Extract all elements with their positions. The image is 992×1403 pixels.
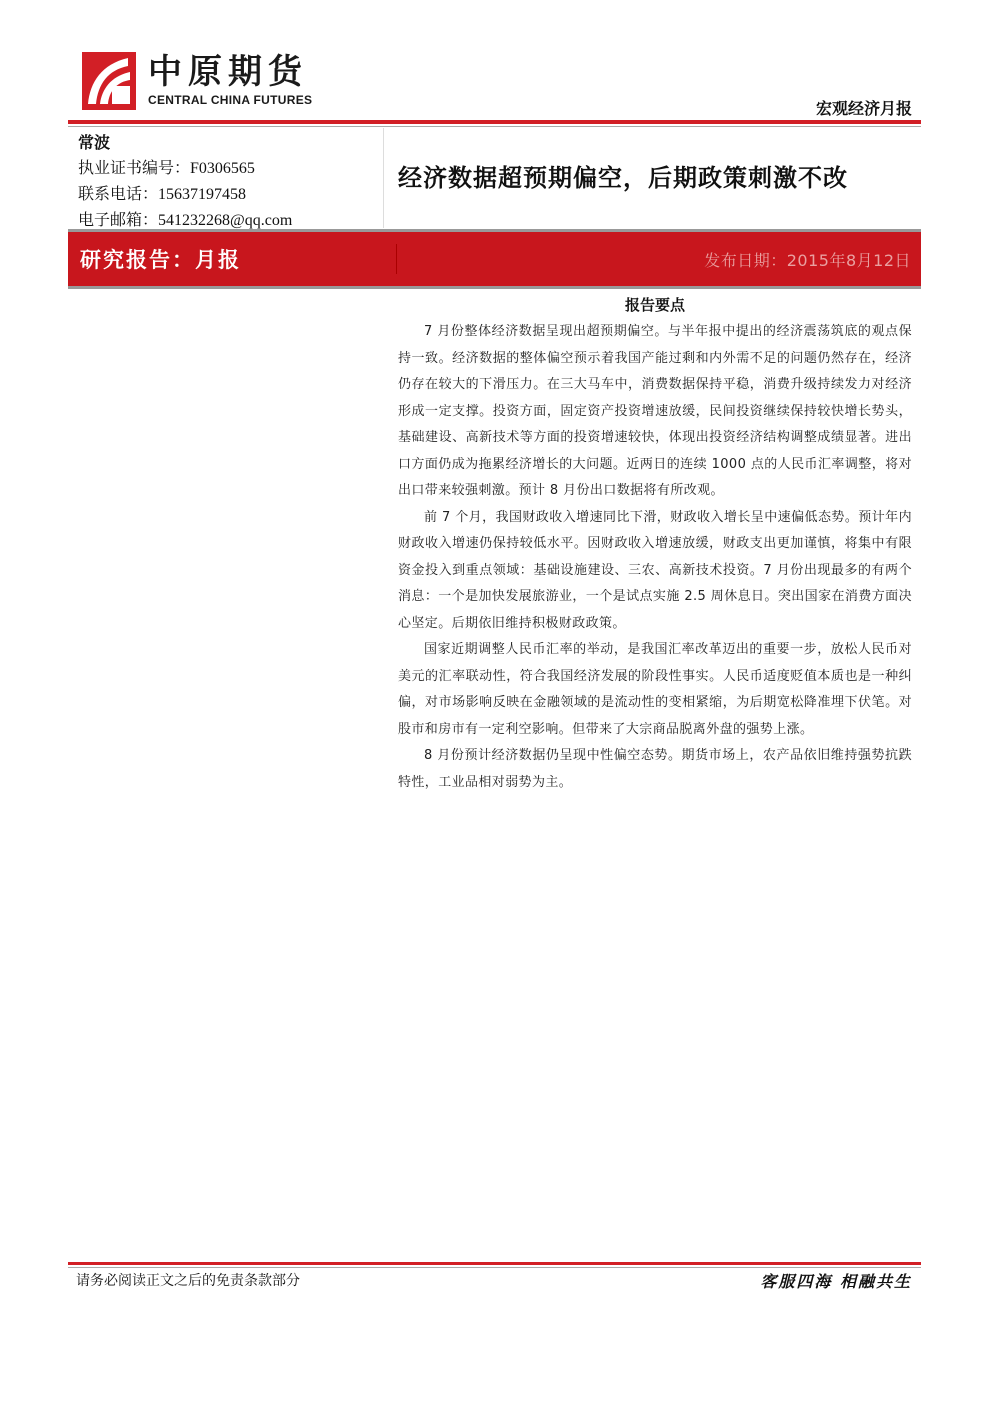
company-logo <box>82 52 342 112</box>
author-cert: 执业证书编号：F0306565 <box>78 160 255 177</box>
key-point-paragraph: 7 月份整体经济数据呈现出超预期偏空。与半年报中提出的经济震荡筑底的观点保持一致。经济数据的整体偏空预示着我国产能过剩和内外需不足的问题仍然存在，经济仍存在较大的下滑压力。在三大马车中，消费数据保持平稳，消费升级持续发力对经济形成一定支撑。投资方面，固定资产投资增速放缓，民间投资继续保持较快增长势头，基础建设、高新技术等方面的投资增速较快，体现出投资经济结构调整成绩显著。进出口方面仍成为拖累经济增长的大问题。近两日的连续 1000 点的人民币汇率调整，将对出口带来较强刺激。预计 8 月份出口数据将有所改观。 <box>398 324 912 498</box>
report-headline: 经济数据超预期偏空，后期政策刺激不改 <box>398 164 848 192</box>
footer-divider-thin <box>68 1267 921 1268</box>
key-points-title: 报告要点 <box>624 296 685 314</box>
logo-chinese-name: 中原期货 <box>148 52 308 92</box>
company-slogan: 客服四海 相融共生 <box>760 1272 912 1291</box>
column-divider <box>383 128 384 228</box>
key-point-paragraph: 前 7 个月，我国财政收入增速同比下滑，财政收入增长呈中速偏低态势。预计年内财政收入增速仍保持较低水平。因财政收入增速放缓，财政支出更加谨慎，将集中有限资金投入到重点领域：基础设施建设、三农、高新技术投资。7 月份出现最多的有两个消息：一个是加快发展旅游业，一个是试点实施 2.5 周休息日。突出国家在消费方面决心坚定。后期依旧维持积极财政政策。 <box>398 509 912 631</box>
key-points-body <box>398 319 912 796</box>
key-point-paragraph: 国家近期调整人民币汇率的举动，是我国汇率改革迈出的重要一步，放松人民币对美元的汇率联动性，符合我国经济发展的阶段性事实。人民币适度贬值本质也是一种纠偏，对市场影响反映在金融领域的是流动性的变相紧缩，为后期宽松降准埋下伏笔。对股市和房市有一定利空影响。但带来了大宗商品脱离外盘的强势上涨。 <box>398 642 912 737</box>
report-type-label: 宏观经济月报 <box>815 99 912 118</box>
publish-date: 发布日期：2015年8月12日 <box>704 251 911 270</box>
disclaimer-note: 请务必阅读正文之后的免责条款部分 <box>76 1273 300 1289</box>
logo-english-name: CENTRAL CHINA FUTURES <box>148 93 313 107</box>
author-email: 电子邮箱：541232268@qq.com <box>78 212 293 229</box>
key-point-paragraph: 8 月份预计经济数据仍呈现中性偏空态势。期货市场上，农产品依旧维持强势抗跌特性，工业品相对弱势为主。 <box>398 748 912 790</box>
report-band <box>68 232 921 286</box>
band-separator <box>396 244 397 274</box>
author-name: 常波 <box>78 133 111 152</box>
footer-divider <box>68 1262 921 1265</box>
band-title: 研究报告：月报 <box>80 248 241 272</box>
author-block <box>78 130 292 234</box>
author-phone: 联系电话：15637197458 <box>78 186 247 203</box>
logo-mark-icon <box>82 52 136 110</box>
header-divider-thin <box>68 126 921 127</box>
header-divider <box>68 120 921 124</box>
band-bottom-rule <box>68 286 921 289</box>
